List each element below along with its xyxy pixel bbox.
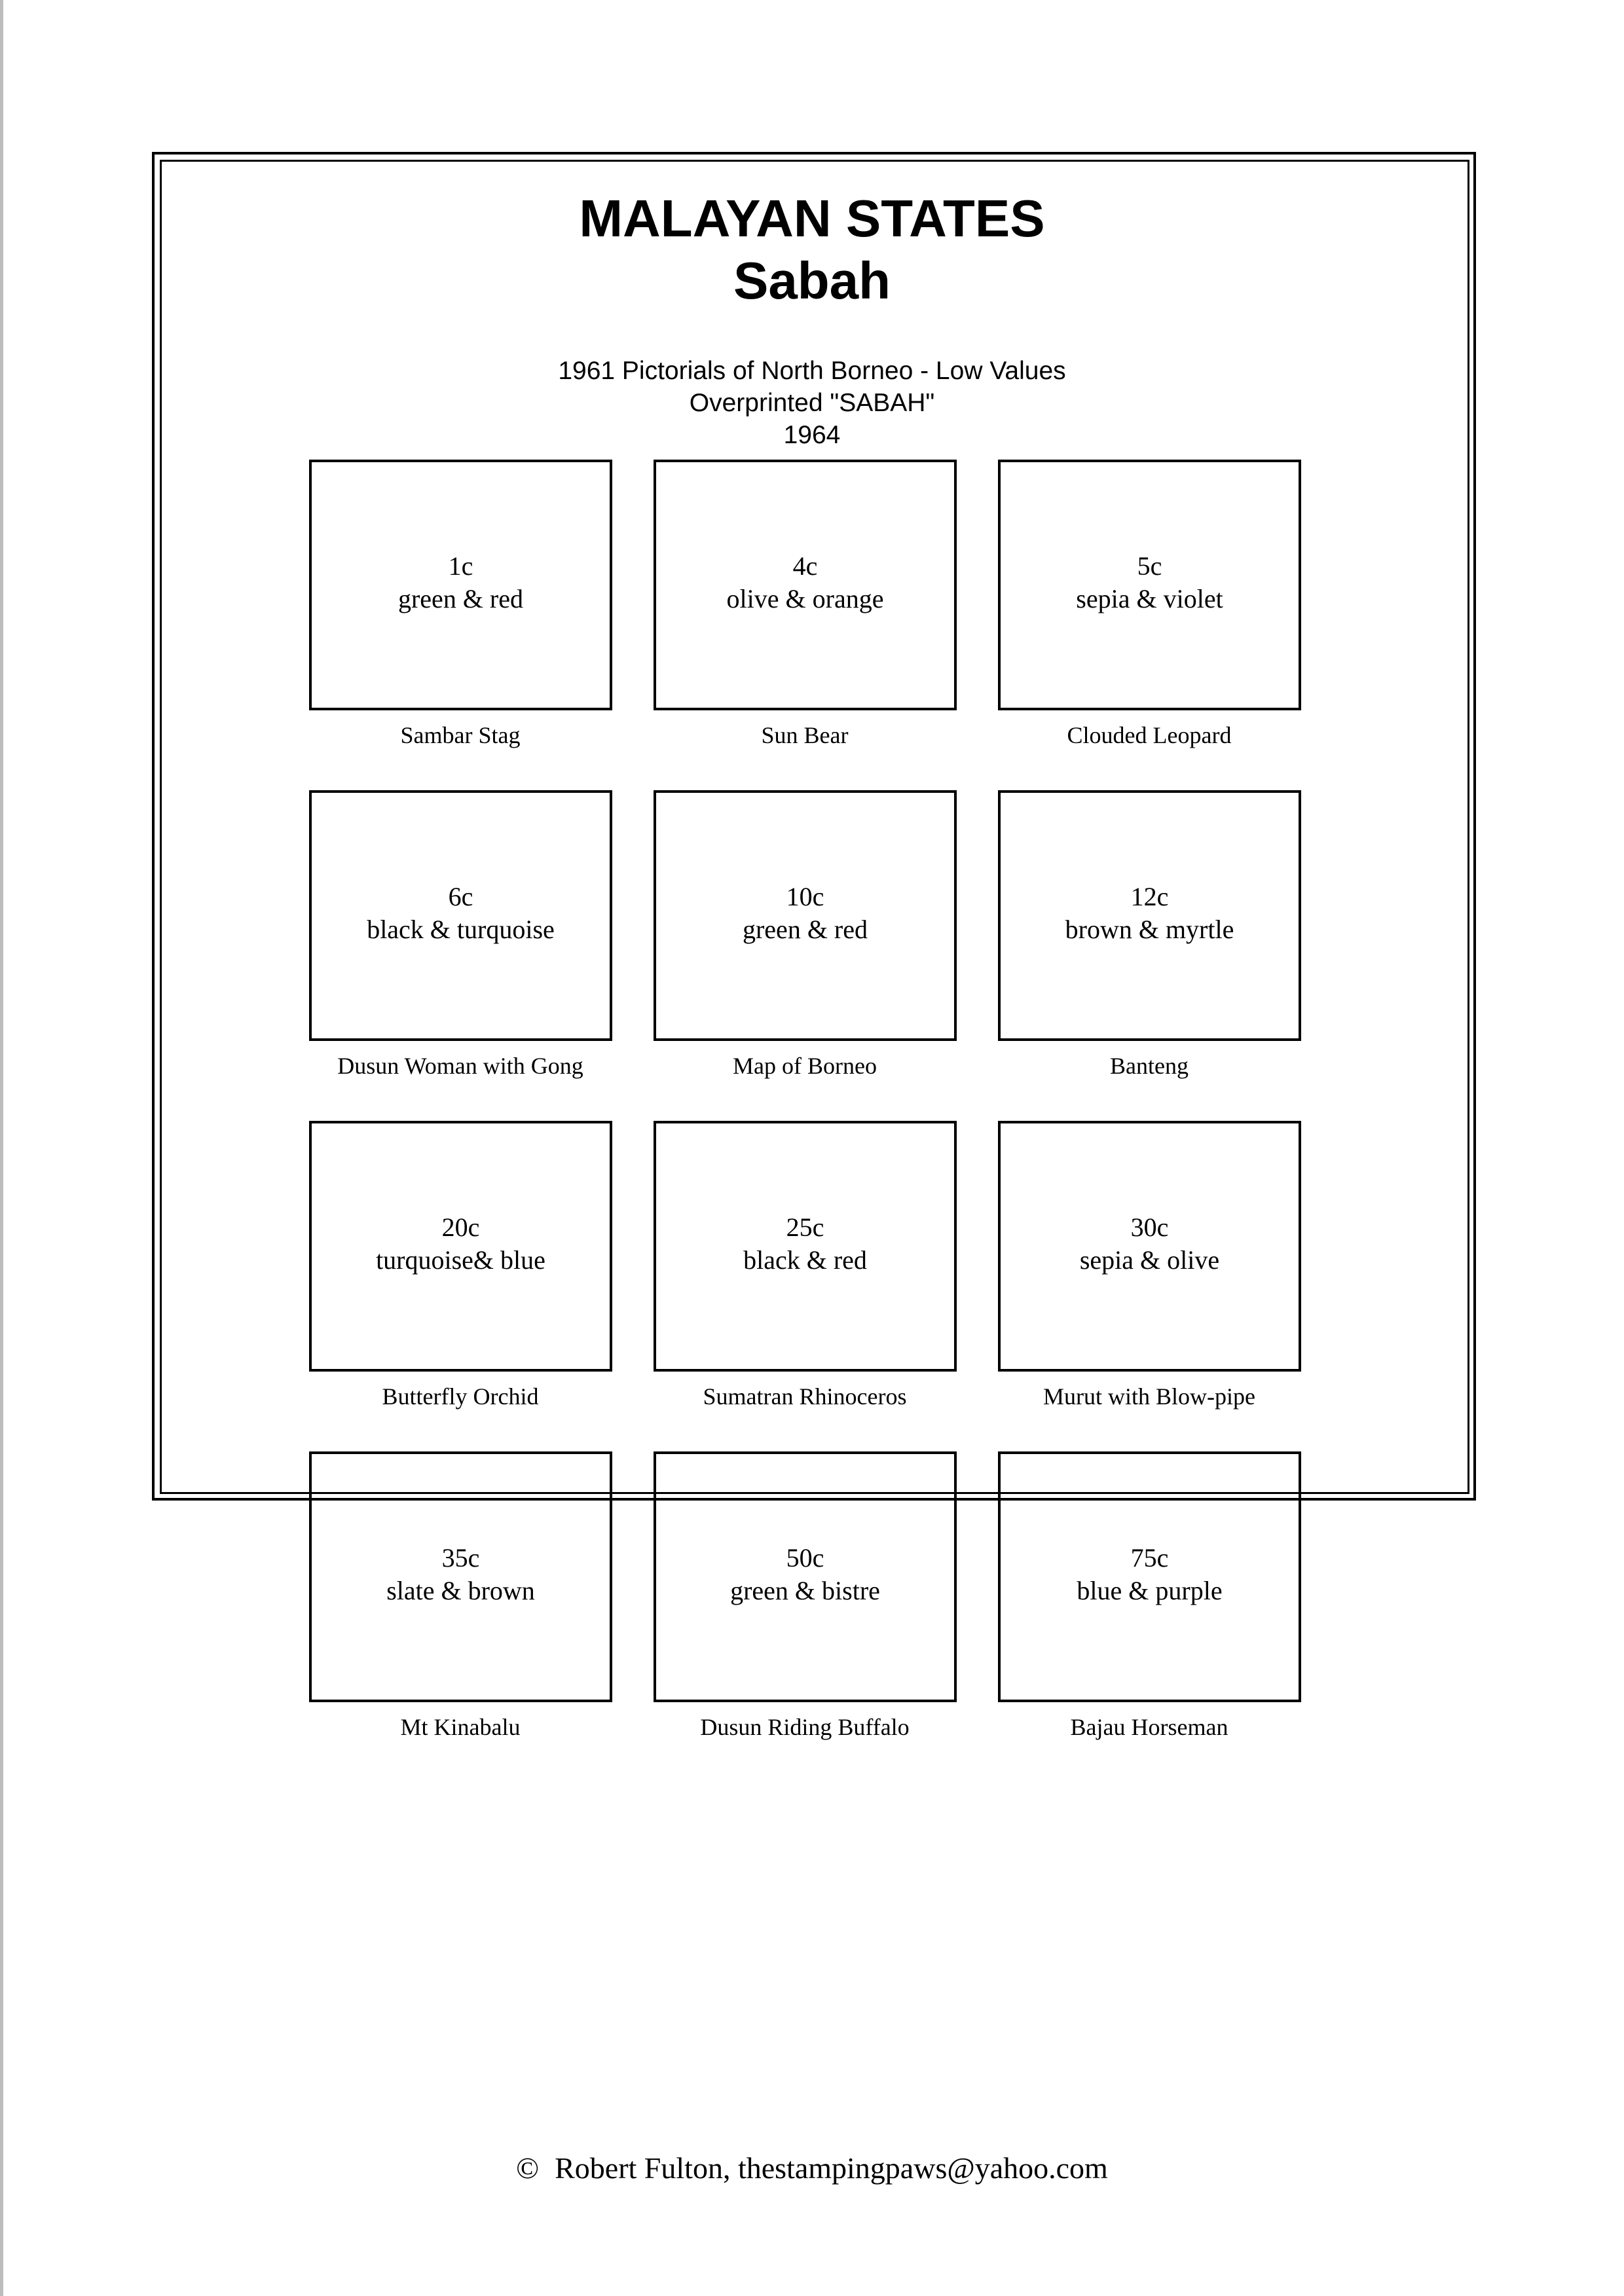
stamp-value: 75c <box>1130 1543 1169 1573</box>
stamp-caption: Murut with Blow-pipe <box>1043 1383 1255 1410</box>
page-title: MALAYAN STATES <box>579 189 1045 247</box>
stamp-caption: Sumatran Rhinoceros <box>703 1383 907 1410</box>
stamp-color: green & red <box>397 584 523 613</box>
stamp-color: brown & myrtle <box>1065 915 1234 944</box>
stamp-value: 5c <box>1137 551 1162 581</box>
stamp-box <box>998 1451 1301 1702</box>
stamp-box <box>998 790 1301 1041</box>
stamp-color: sepia & olive <box>1079 1245 1220 1275</box>
stamp-value: 4c <box>792 551 818 581</box>
stamp-color: sepia & violet <box>1076 584 1223 613</box>
stamp-box <box>654 460 957 710</box>
stamp-caption: Map of Borneo <box>733 1053 877 1079</box>
footer-credit-text: Robert Fulton, thestampingpaws@yahoo.com <box>555 2151 1108 2185</box>
stamp-color: black & turquoise <box>367 915 555 944</box>
stamp-value: 30c <box>1130 1212 1169 1242</box>
issue-description: 1961 Pictorials of North Borneo - Low Values <box>558 357 1066 385</box>
stamp-caption: Clouded Leopard <box>1067 722 1232 748</box>
stamp-caption: Bajau Horseman <box>1070 1714 1228 1740</box>
stamp-box <box>309 1121 612 1372</box>
stamp-value: 12c <box>1130 882 1169 911</box>
footer-credit <box>0 2150 1624 2187</box>
issue-year: 1964 <box>783 421 841 449</box>
stamp-box <box>654 1451 957 1702</box>
stamp-box <box>998 460 1301 710</box>
stamp-box <box>309 1451 612 1702</box>
page-subtitle: Sabah <box>733 251 891 310</box>
issue-overprint-note: Overprinted "SABAH" <box>689 389 935 417</box>
stamp-box <box>654 1121 957 1372</box>
stamp-color: slate & brown <box>386 1576 535 1605</box>
stamp-box <box>654 790 957 1041</box>
stamp-value: 1c <box>448 551 473 581</box>
copyright-symbol: © <box>516 2151 540 2185</box>
stamp-value: 20c <box>441 1212 480 1242</box>
stamp-color: blue & purple <box>1077 1576 1223 1605</box>
stamp-caption: Dusun Riding Buffalo <box>700 1714 910 1740</box>
stamp-caption: Sun Bear <box>761 722 849 748</box>
stamp-value: 35c <box>441 1543 480 1573</box>
stamp-value: 25c <box>786 1212 824 1242</box>
stamp-box <box>998 1121 1301 1372</box>
stamp-color: turquoise& blue <box>376 1245 545 1275</box>
stamp-color: olive & orange <box>726 584 884 613</box>
stamp-caption: Banteng <box>1110 1053 1189 1079</box>
stamp-caption: Butterfly Orchid <box>382 1383 539 1410</box>
page-edge-rule <box>0 0 3 2296</box>
stamp-value: 50c <box>786 1543 824 1573</box>
stamp-caption: Sambar Stag <box>400 722 521 748</box>
stamp-box <box>309 460 612 710</box>
stamp-color: black & red <box>743 1245 867 1275</box>
stamp-caption: Mt Kinabalu <box>400 1714 521 1740</box>
stamp-value: 6c <box>448 882 473 911</box>
stamp-color: green & red <box>742 915 868 944</box>
stamp-box <box>309 790 612 1041</box>
stamp-caption: Dusun Woman with Gong <box>337 1053 583 1079</box>
stamp-value: 10c <box>786 882 824 911</box>
stamp-color: green & bistre <box>730 1576 880 1605</box>
